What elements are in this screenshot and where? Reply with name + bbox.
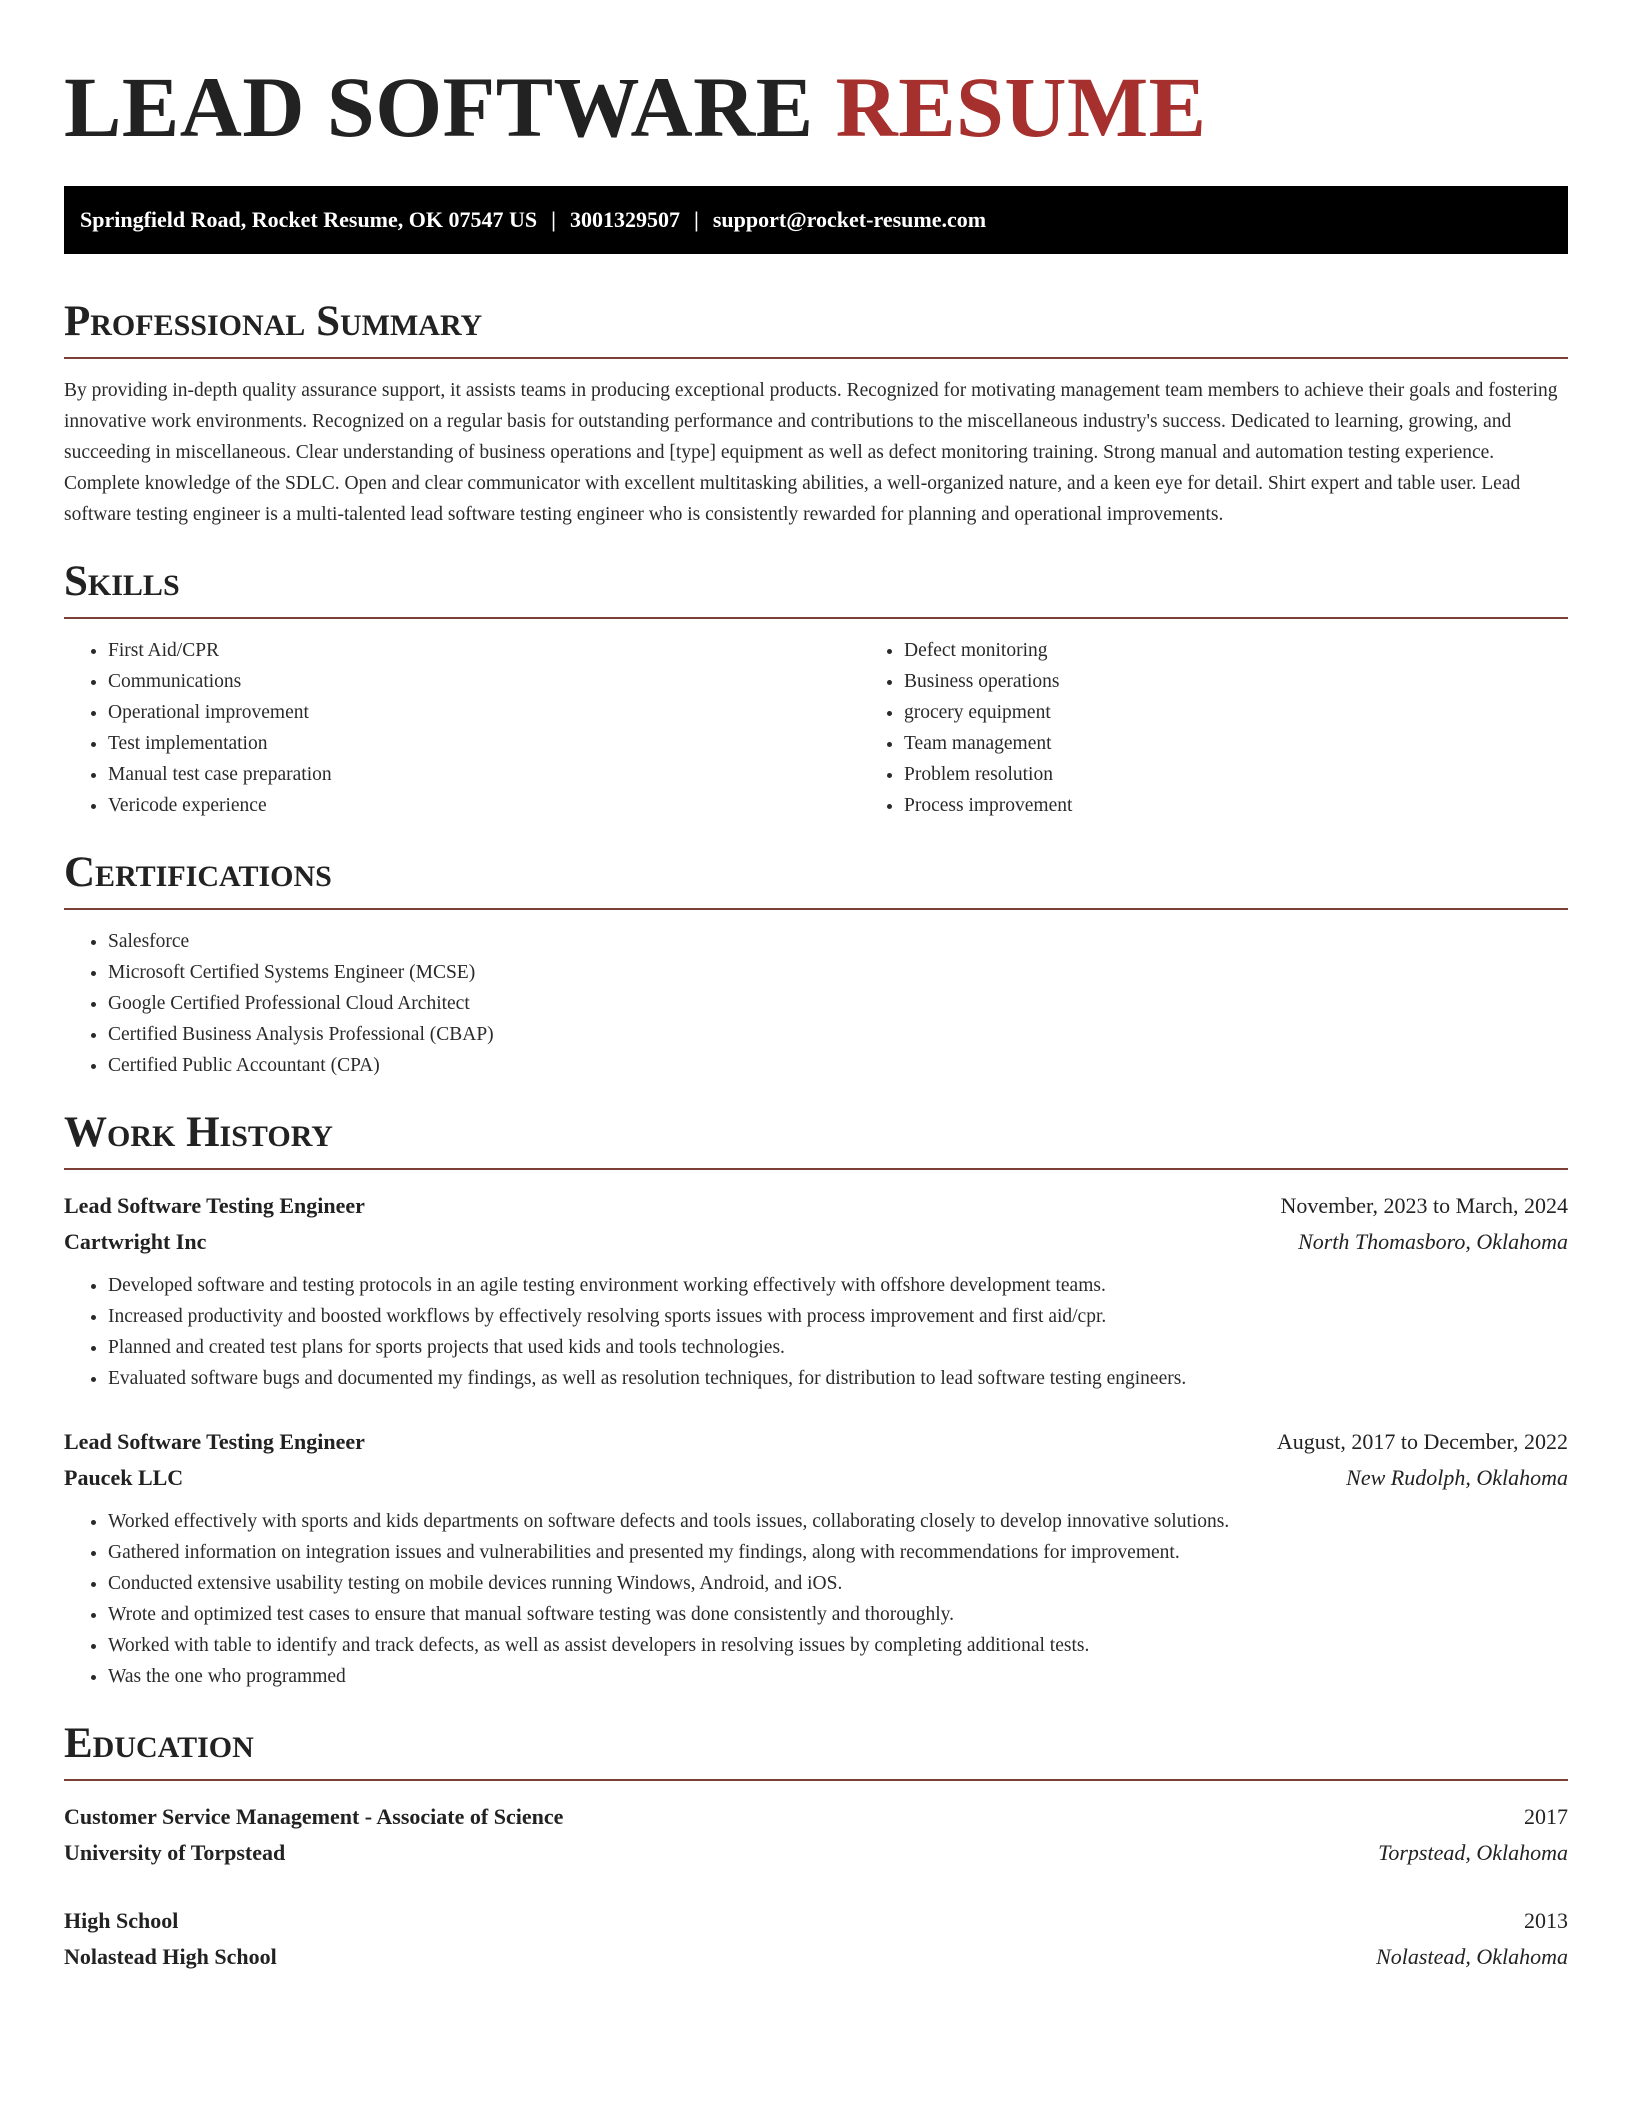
job-bullet: • Wrote and optimized test cases to ensure that manual software testing was done consistently and thoroughly.	[108, 1599, 1568, 1630]
education-heading: Education	[64, 1722, 1568, 1781]
contact-bar	[64, 186, 1568, 254]
education-degree-row	[64, 1903, 1568, 1939]
job-dates: November, 2023 to March, 2024	[1280, 1193, 1568, 1218]
certification-item: • Microsoft Certified Systems Engineer (MCSE)	[108, 957, 1568, 988]
certification-item: • Certified Public Accountant (CPA)	[108, 1050, 1568, 1081]
skill-item: • Process improvement	[904, 790, 1632, 821]
summary-text: By providing in-depth quality assurance support, it assists teams in producing exceptional products. Recognized for motivating management team members to achieve their goals and fostering innovative work environments. Recognized on a regular basis for outstanding performance and contributions to the miscellaneous industry's success. Dedicated to learning, growing, and succeeding in miscellaneous. Clear understanding of business operations and [type] equipment as well as defect monitoring training. Strong manual and automation testing experience. Complete knowledge of the SDLC. Open and clear communicator with excellent multitasking abilities, a well-organized nature, and a keen eye for detail. Shirt expert and table user. Lead software testing engineer is a multi-talented lead software testing engineer who is consistently rewarded for planning and operational improvements.	[64, 380, 1558, 525]
certifications-list	[64, 926, 1568, 1081]
summary-section	[64, 300, 1568, 530]
education-school-row	[64, 1939, 1568, 1975]
skill-item: • Communications	[108, 666, 860, 697]
skill-item: • Problem resolution	[904, 759, 1632, 790]
job-bullet: • Worked with table to identify and track defects, as well as assist developers in resolving issues by completing additional tests.	[108, 1630, 1568, 1661]
skills-heading: Skills	[64, 560, 1568, 619]
certifications-heading: Certifications	[64, 851, 1568, 910]
job-company: Cartwright Inc	[64, 1229, 207, 1254]
certification-item: • Salesforce	[108, 926, 1568, 957]
job-company-row	[64, 1224, 1568, 1260]
title-accent: RESUME	[835, 59, 1207, 155]
job-bullet: • Was the one who programmed	[108, 1661, 1568, 1692]
contact-separator: |	[551, 207, 556, 232]
skills-list-right	[860, 635, 1632, 821]
job-bullet: • Developed software and testing protocols in an agile testing environment working effectively with offshore development teams.	[108, 1270, 1568, 1301]
skill-item: • First Aid/CPR	[108, 635, 860, 666]
contact-separator: |	[693, 207, 699, 232]
job-bullet: • Planned and created test plans for sports projects that used kids and tools technologies.	[108, 1332, 1568, 1363]
skill-item: • Test implementation	[108, 728, 860, 759]
job-bullet: • Evaluated software bugs and documented my findings, as well as resolution techniques, for distribution to lead software testing engineers.	[108, 1363, 1568, 1394]
job-header-row	[64, 1424, 1568, 1460]
job-company: Paucek LLC	[64, 1465, 184, 1490]
skills-section	[64, 560, 1568, 821]
certification-item: • Certified Business Analysis Professional (CBAP)	[108, 1019, 1568, 1050]
job-dates: August, 2017 to December, 2022	[1276, 1429, 1568, 1454]
certifications-section	[64, 851, 1568, 1081]
contact-email: support@rocket-resume.com	[712, 207, 987, 232]
education-year: 2013	[1524, 1908, 1568, 1933]
job-bullets	[64, 1270, 1568, 1394]
title-main: LEAD SOFTWARE	[64, 59, 814, 155]
skills-grid	[64, 619, 1568, 821]
work-history-heading: Work History	[64, 1111, 1568, 1170]
skill-item: • grocery equipment	[904, 697, 1632, 728]
education-degree: Customer Service Management - Associate of Science	[64, 1804, 564, 1829]
education-location: Torpstead, Oklahoma	[1378, 1840, 1568, 1865]
job-company-row	[64, 1460, 1568, 1496]
skill-item: • Business operations	[904, 666, 1632, 697]
skill-item: • Manual test case preparation	[108, 759, 860, 790]
skills-list-left	[64, 635, 860, 821]
contact-phone: 3001329507	[569, 207, 680, 232]
job-title: Lead Software Testing Engineer	[64, 1193, 365, 1218]
summary-heading: Professional Summary	[64, 300, 1568, 359]
education-entry	[64, 1903, 1568, 1975]
job-location: New Rudolph, Oklahoma	[1346, 1465, 1568, 1490]
job-bullet: • Worked effectively with sports and kids departments on software defects and tools issues, collaborating closely to develop innovative solutions.	[108, 1506, 1568, 1537]
certification-item: • Google Certified Professional Cloud Architect	[108, 988, 1568, 1019]
education-location: Nolastead, Oklahoma	[1376, 1944, 1568, 1969]
job-entry	[64, 1424, 1568, 1692]
work-history-section	[64, 1111, 1568, 1692]
resume-title	[64, 59, 1568, 155]
education-entry	[64, 1799, 1568, 1871]
job-bullet: • Increased productivity and boosted workflows by effectively resolving sports issues with process improvement and first aid/cpr.	[108, 1301, 1568, 1332]
job-bullet: • Conducted extensive usability testing on mobile devices running Windows, Android, and iOS.	[108, 1568, 1568, 1599]
education-degree-row	[64, 1799, 1568, 1835]
job-bullet: • Gathered information on integration issues and vulnerabilities and presented my findings, along with recommendations for improvement.	[108, 1537, 1568, 1568]
skill-item: • Operational improvement	[108, 697, 860, 728]
education-school: University of Torpstead	[64, 1840, 286, 1865]
contact-address: Springfield Road, Rocket Resume, OK 07547 US	[80, 207, 538, 232]
education-school: Nolastead High School	[64, 1944, 277, 1969]
skill-item: • Defect monitoring	[904, 635, 1632, 666]
job-title: Lead Software Testing Engineer	[64, 1429, 365, 1454]
job-bullets	[64, 1506, 1568, 1692]
job-entry	[64, 1188, 1568, 1394]
education-school-row	[64, 1835, 1568, 1871]
skill-item: • Vericode experience	[108, 790, 860, 821]
skill-item: • Team management	[904, 728, 1632, 759]
job-header-row	[64, 1188, 1568, 1224]
job-location: North Thomasboro, Oklahoma	[1298, 1229, 1568, 1254]
education-year: 2017	[1524, 1804, 1568, 1829]
education-section	[64, 1722, 1568, 1975]
education-degree: High School	[64, 1908, 179, 1933]
